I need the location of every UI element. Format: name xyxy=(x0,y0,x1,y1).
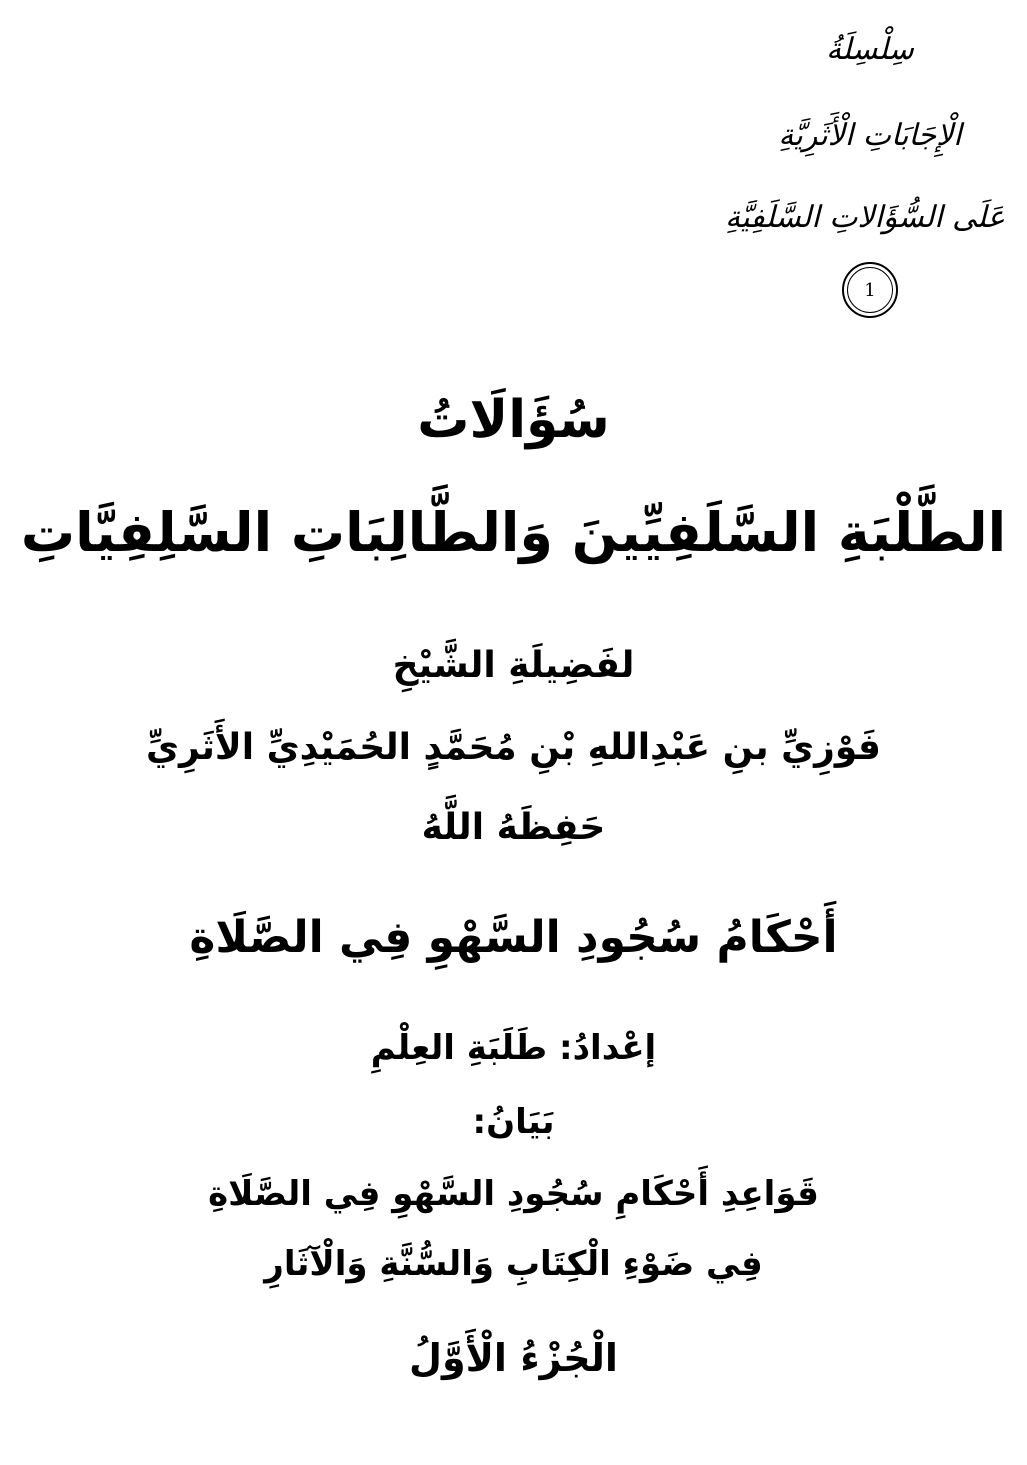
description-line-1: قَوَاعِدِ أَحْكَامِ سُجُودِ السَّهْوِ فِي الصَّلَاةِ xyxy=(208,1174,819,1214)
book-subject: أَحْكَامُ سُجُودِ السَّهْوِ فِي الصَّلَاةِ xyxy=(189,912,838,963)
volume-badge xyxy=(842,262,898,318)
author-prayer: حَفِظَهُ اللَّهُ xyxy=(421,807,606,848)
statement-label: بَيَانُ: xyxy=(472,1102,555,1142)
series-label: سِلْسِلَةُ xyxy=(826,32,914,67)
author-label: لفَضِيلَةِ الشَّيْخِ xyxy=(392,645,635,686)
title-line-1: سُؤَالَاتُ xyxy=(417,390,610,450)
title-line-2: الطَّلْبَةِ السَّلَفِيِّينَ وَالطَّالِبَاتِ السَّلِفِيَّاتِ xyxy=(20,501,1007,564)
series-name-line-2: عَلَى السُّؤَالاتِ السَّلَفِيَّةِ xyxy=(725,200,1005,235)
volume-number: 1 xyxy=(864,279,876,301)
series-block xyxy=(725,28,1005,318)
series-name-line-1: الْإِجَابَاتِ الْأَثَرِيَّةِ xyxy=(778,118,962,153)
prepared-by: إعْدادُ: طَلَبَةِ العِلْمِ xyxy=(370,1028,657,1068)
part-label: الْجُزْءُ الْأَوَّلُ xyxy=(409,1336,618,1380)
author-name: فَوْزِيِّ بنِ عَبْدِاللهِ بْنِ مُحَمَّدٍ الحُمَيْدِيِّ الأَثَرِيِّ xyxy=(146,727,881,768)
description-line-2: فِي ضَوْءِ الْكِتَابِ وَالسُّنَّةِ وَالْآثَارِ xyxy=(264,1244,763,1284)
